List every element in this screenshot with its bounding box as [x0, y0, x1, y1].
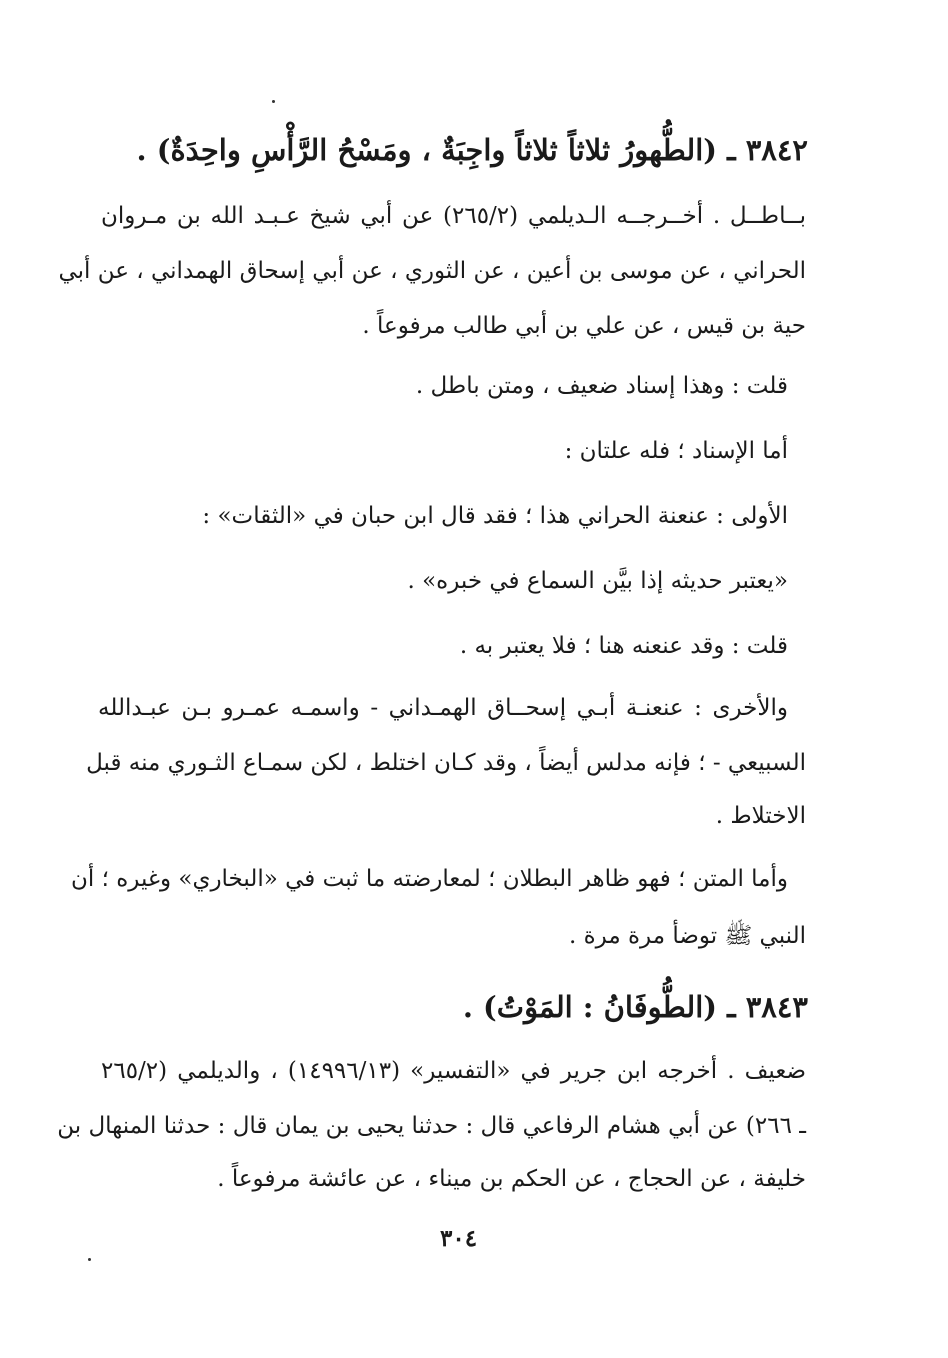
entry-3842-line-8: قلت : وقد عنعنه هنا ؛ فلا يعتبر به . [459, 633, 788, 659]
entry-3842-line-2: الحراني ، عن موسى بن أعين ، عن الثوري ، عن أبي إسحاق الهمداني ، عن أبي [58, 258, 806, 284]
entry-3842-line-7: «يعتبر حديثه إذا بيَّن السماع في خبره» . [407, 568, 788, 594]
entry-3842-line-13: النبي ﷺ توضأ مرة مرة . [568, 923, 806, 949]
entry-3843-line-1: ضعيف . أخرجه ابن جرير في «التفسير» (١٤٩٩٦/١٣) ، والديلمي (٢٦٥/٢ [101, 1058, 806, 1084]
entry-3842-line-12: وأما المتن ؛ فهو ظاهر البطلان ؛ لمعارضته ما ثبت في «البخاري» وغيره ؛ أن [71, 866, 788, 892]
speck-mark [272, 100, 275, 103]
entry-3842-line-5: أما الإسناد ؛ فله علتان : [564, 438, 788, 464]
entry-3842-line-11: الاختلاط . [715, 803, 806, 829]
entry-3842-line-9: والأخرى : عنعنـة أبـي إسحــاق الهمـداني - واسمـه عمـرو بـن عبـدالله [98, 695, 788, 721]
page-number: ٣٠٤ [440, 1225, 478, 1252]
entry-3842-line-4: قلت : وهذا إسناد ضعيف ، ومتن باطل . [415, 373, 788, 399]
entry-3842-line-3: حية بن قيس ، عن علي بن أبي طالب مرفوعاً . [362, 313, 806, 339]
entry-3842-title: ٣٨٤٢ ـ (الطُّهورُ ثلاثاً ثلاثاً واجِبَةٌ ، ومَسْحُ الرَّأْسِ واحِدَةٌ) . [136, 133, 808, 167]
entry-3842-line-10: السبيعي - ؛ فإنه مدلس أيضاً ، وقد كـان اختلط ، لكن سمـاع الثـوري منه قبل [86, 750, 806, 776]
entry-3843-line-3: خليفة ، عن الحجاج ، عن الحكم بن ميناء ، عن عائشة مرفوعاً . [217, 1166, 806, 1192]
entry-3842-line-6: الأولى : عنعنة الحراني هذا ؛ فقد قال ابن حبان في «الثقات» : [202, 503, 788, 529]
speck-mark [88, 1258, 91, 1261]
entry-3842-line-1: بــاطــل . أخــرجــه الـديلمي (٢٦٥/٢) عن أبي شيخ عـبـد الله بن مـروان [101, 203, 806, 229]
entry-3843-title: ٣٨٤٣ ـ (الطُّوفَانُ : المَوْتُ) . [462, 990, 808, 1024]
entry-3843-line-2: ـ ٢٦٦) عن أبي هشام الرفاعي قال : حدثنا يحيى بن يمان قال : حدثنا المنهال بن [57, 1113, 806, 1139]
